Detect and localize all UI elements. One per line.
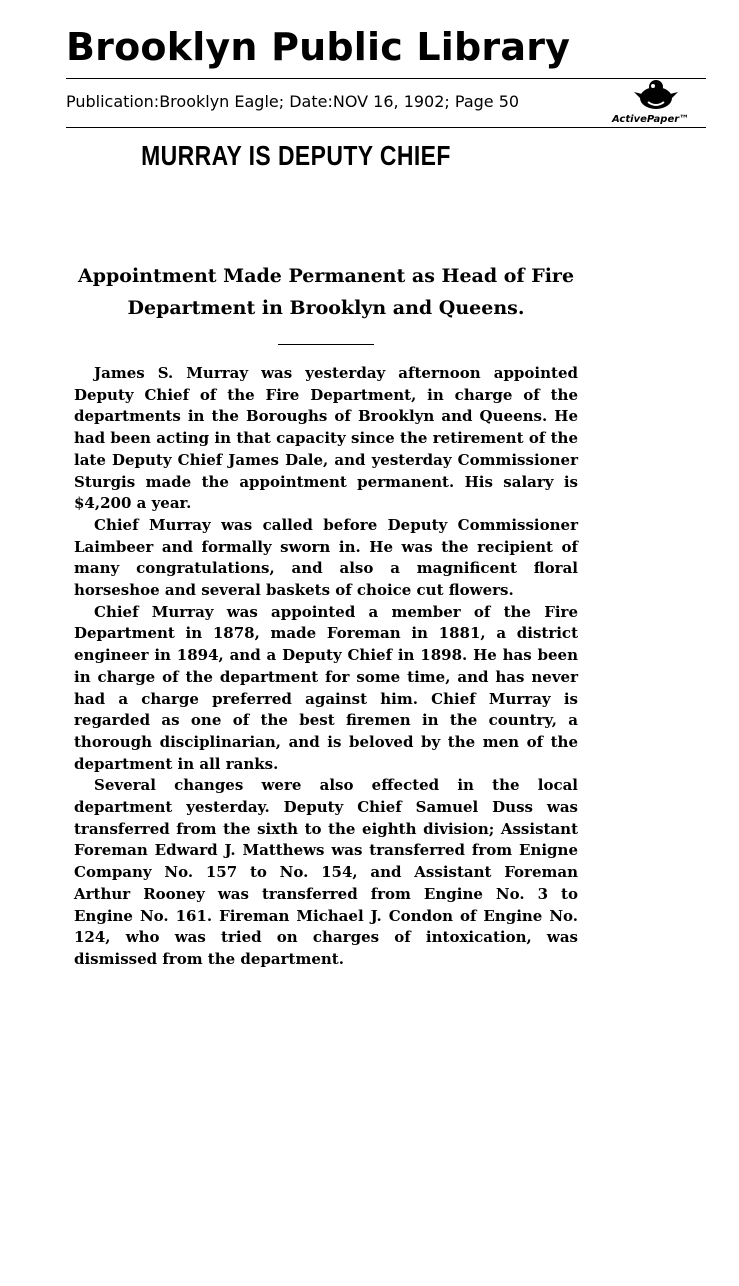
header-divider-top bbox=[66, 78, 706, 79]
article-paragraph: James S. Murray was yesterday afternoon appointed Deputy Chief of the Fire Department, in charge of the departments in the Boroughs of Brooklyn and Queens. He had been acting in that capacity since the retirement of the late Deputy Chief James Dale, and yesterday Commissioner Sturgis made the appointment permanent. His salary is $4,200 a year. bbox=[74, 364, 578, 513]
publication-info: Publication:Brooklyn Eagle; Date:NOV 16, 1902; Page 50 bbox=[66, 92, 520, 111]
library-title: Brooklyn Public Library bbox=[66, 25, 571, 69]
article-headline: MURRAY IS DEPUTY CHIEF bbox=[141, 140, 451, 171]
article-body bbox=[74, 363, 578, 971]
activepaper-bird-icon bbox=[634, 78, 678, 114]
header-divider-bottom bbox=[66, 127, 706, 128]
activepaper-logo bbox=[612, 78, 712, 130]
article-paragraph: Chief Murray was appointed a member of the Fire Department in 1878, made Foreman in 1881, a district engineer in 1894, and a Deputy Chief in 1898. He has been in charge of the department for some time, and has never had a charge preferred against him. Chief Murray is regarded as one of the best firemen in the country, a thorough disciplinarian, and is beloved by the men of the department in all ranks. bbox=[74, 602, 578, 773]
article-subheadline: Appointment Made Permanent as Head of Fire Department in Brooklyn and Queens. bbox=[77, 265, 575, 319]
article-paragraph: Several changes were also effected in the local department yesterday. Deputy Chief Samuel Duss was transferred from the sixth to the eighth division; Assistant Foreman Edward J. Matthews was transferred from Enigne Company No. 157 to No. 154, and Assistant Foreman Arthur Rooney was transferred from Engine No. 3 to Engine No. 161. Fireman Michael J. Condon of Engine No. 124, who was tried on charges of intoxication, was dismissed from the department. bbox=[74, 776, 578, 968]
subheadline-divider bbox=[278, 344, 374, 345]
article bbox=[74, 140, 578, 971]
article-paragraph: Chief Murray was called before Deputy Commissioner Laimbeer and formally sworn in. He was the recipient of many congratulations, and also a magnificent floral horseshoe and several baskets of choice cut flowers. bbox=[74, 515, 578, 600]
activepaper-label: ActivePaper™ bbox=[612, 114, 690, 125]
